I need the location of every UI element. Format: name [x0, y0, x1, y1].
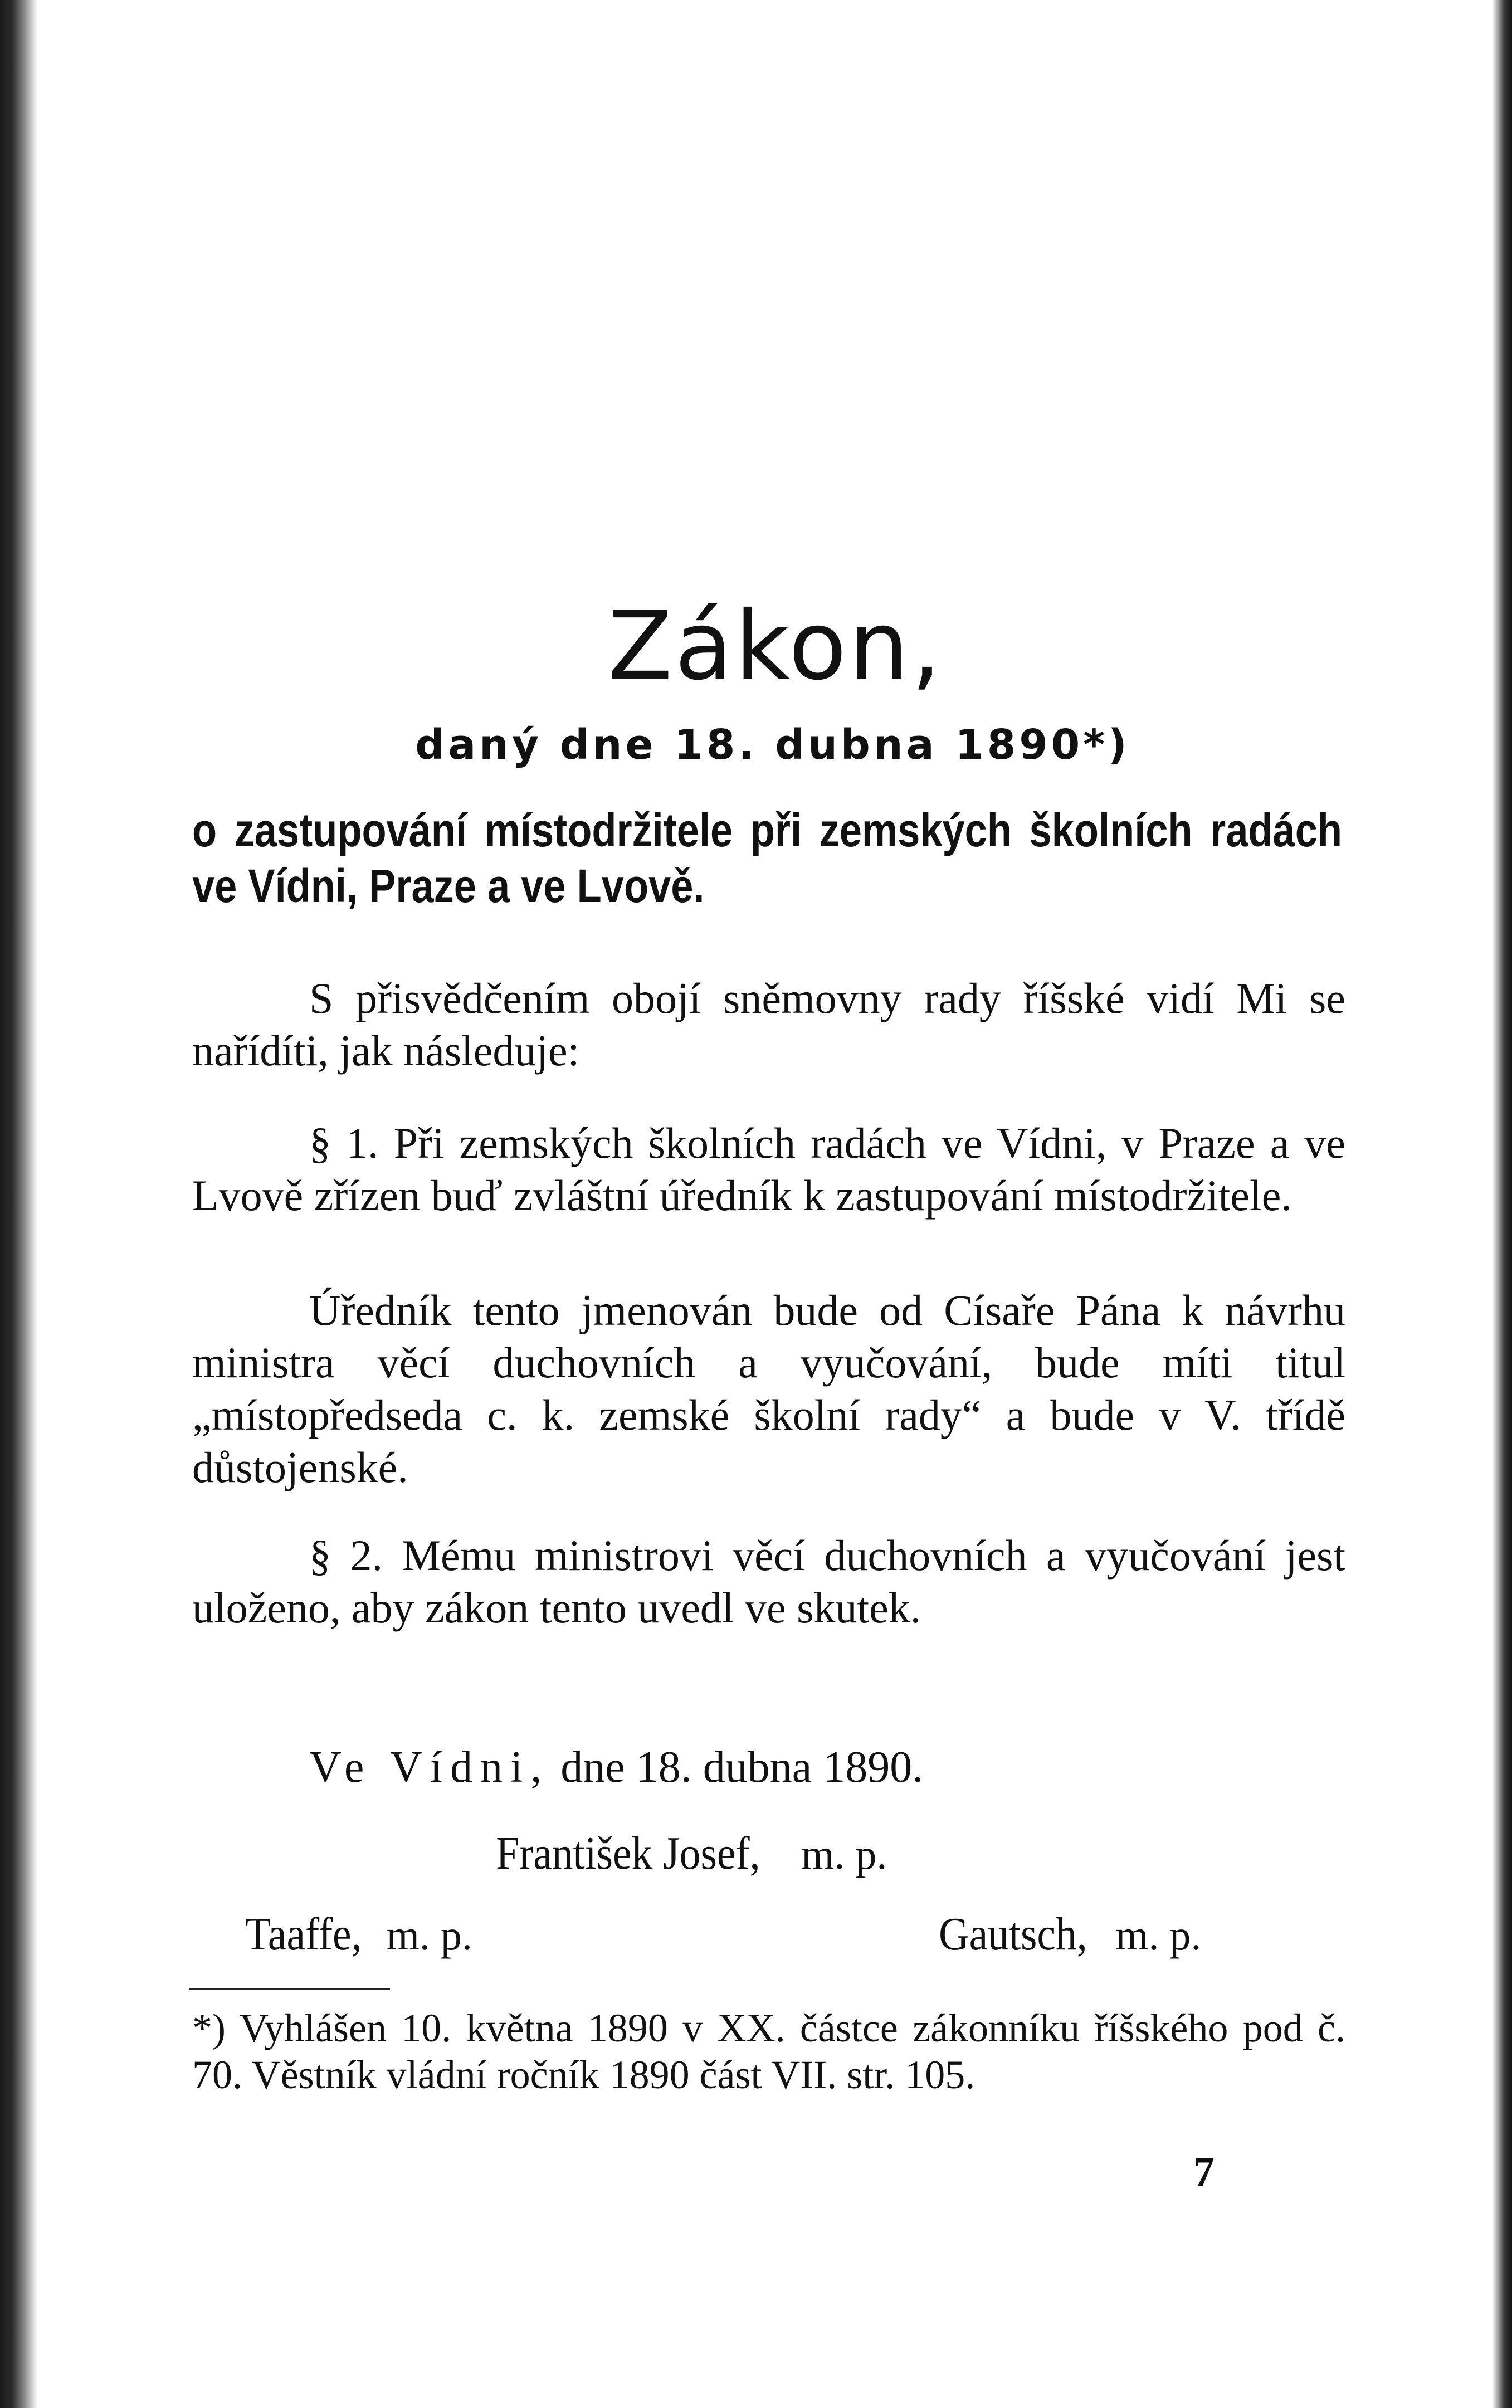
- signature-emperor: [496, 1827, 887, 1881]
- law-subject: o zastupování místodržitele při zemských školních radách ve Vídni, Praze a ve Lvově.: [192, 804, 1342, 912]
- intro-paragraph: S přisvědčením obojí sněmovny rady říšské vidí Mi se nařídíti, jak následuje:: [192, 974, 1345, 1075]
- signature-gautsch-mp: m. p.: [1115, 1912, 1202, 1959]
- scan-edge-right: [1492, 0, 1512, 2408]
- place: Ve Vídni,: [309, 1743, 550, 1792]
- footnote-divider: [189, 1988, 390, 1990]
- section-1-paragraph: § 1. Při zemských školních radách ve Vídni, v Praze a ve Lvově zřízen buď zvláštní úředník k zastupování místodržitele.: [192, 1119, 1345, 1220]
- page-title: Zákon,: [607, 591, 944, 701]
- signature-taaffe-mp: m. p.: [386, 1912, 472, 1959]
- section-2-paragraph: § 2. Mému ministrovi věcí duchovních a vyučování jest uloženo, aby zákon tento uvedl ve skutek.: [192, 1531, 1345, 1632]
- footnote: [192, 2005, 1345, 2098]
- signature-gautsch-name: Gautsch,: [939, 1908, 1087, 1960]
- signature-gautsch: [939, 1908, 1201, 1962]
- page-number: 7: [1193, 2148, 1215, 2195]
- scan-edge-left: [0, 0, 38, 2408]
- section-1-continuation: Úředník tento jmenován bude od Císaře Pána k návrhu ministra věcí duchovních a vyučování, bude míti titul „místopředseda c. k. zemské školní rady“ a bude v V. třídě důstojenské.: [192, 1286, 1345, 1491]
- signature-taaffe-name: Taaffe,: [245, 1908, 362, 1960]
- date: dne 18. dubna 1890.: [560, 1743, 924, 1792]
- signature-emperor-name: František Josef,: [496, 1827, 760, 1879]
- place-and-date: [192, 1741, 1345, 1793]
- signature-emperor-mp: m. p.: [801, 1831, 887, 1878]
- footnote-text: *) Vyhlášen 10. května 1890 v XX. částce zákonníku říšského pod č. 70. Věstník vládní ročník 1890 část VII. str. 105.: [192, 2006, 1345, 2097]
- law-date-line: daný dne 18. dubna 1890*): [415, 721, 1130, 769]
- signature-taaffe: [245, 1908, 472, 1962]
